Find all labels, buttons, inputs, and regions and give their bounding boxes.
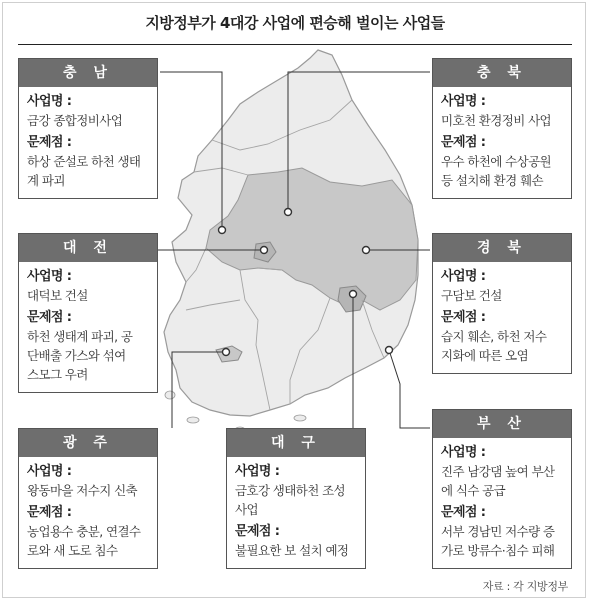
card-chungnam bbox=[18, 58, 158, 199]
problem-label: 문제점 : bbox=[27, 135, 72, 150]
problem-label: 문제점 : bbox=[27, 505, 72, 520]
problem-text: 농업용수 충분, 연결수 로와 새 도로 침수 bbox=[27, 524, 141, 558]
card-title: 광 주 bbox=[19, 429, 157, 457]
problem-label: 문제점 : bbox=[235, 524, 280, 539]
card-daegu bbox=[226, 428, 366, 569]
marker-daegu bbox=[350, 291, 357, 298]
card-chungbuk bbox=[432, 58, 572, 199]
project-label: 사업명 : bbox=[441, 94, 486, 109]
marker-gwangju bbox=[223, 349, 230, 356]
card-daejeon bbox=[18, 233, 158, 393]
marker-gyeongbuk bbox=[363, 247, 370, 254]
project-label: 사업명 : bbox=[27, 269, 72, 284]
marker-busan bbox=[386, 347, 393, 354]
project-label: 사업명 : bbox=[441, 269, 486, 284]
project-text: 미호천 환경정비 사업 bbox=[441, 113, 552, 128]
problem-text: 우수 하천에 수상공원 등 설치해 환경 훼손 bbox=[441, 154, 552, 188]
project-label: 사업명 : bbox=[441, 445, 486, 460]
card-title: 충 북 bbox=[433, 59, 571, 87]
problem-label: 문제점 : bbox=[441, 135, 486, 150]
card-gwangju bbox=[18, 428, 158, 569]
card-gyeongbuk bbox=[432, 233, 572, 374]
card-title: 부 산 bbox=[433, 410, 571, 438]
marker-daejeon bbox=[261, 247, 268, 254]
card-title: 충 남 bbox=[19, 59, 157, 87]
project-text: 진주 남강댐 높여 부산 에 식수 공급 bbox=[441, 464, 555, 498]
problem-text: 서부 경남민 저수량 증 가로 방류수·침수 피해 bbox=[441, 524, 555, 558]
leader-busan bbox=[389, 350, 430, 428]
card-title: 대 구 bbox=[227, 429, 365, 457]
project-text: 금강 종합정비사업 bbox=[27, 113, 123, 128]
problem-text: 하천 생태계 파괴, 공 단배출 가스와 섞여 스모그 우려 bbox=[27, 329, 133, 382]
problem-text: 불필요한 보 설치 예정 bbox=[235, 543, 349, 558]
project-text: 대덕보 건설 bbox=[27, 288, 88, 303]
marker-chungnam bbox=[219, 227, 226, 234]
project-text: 왕동마을 저수지 신축 bbox=[27, 483, 138, 498]
card-busan bbox=[432, 409, 572, 569]
problem-text: 습지 훼손, 하천 저수 지화에 따른 오염 bbox=[441, 329, 547, 363]
figure-title: 지방정부가 4대강 사업에 편승해 벌이는 사업들 bbox=[145, 14, 445, 32]
project-text: 금호강 생태하천 조성 사업 bbox=[235, 483, 346, 517]
problem-text: 하상 준설로 하천 생태 계 파괴 bbox=[27, 154, 141, 188]
card-title: 경 북 bbox=[433, 234, 571, 262]
card-title: 대 전 bbox=[19, 234, 157, 262]
project-label: 사업명 : bbox=[235, 464, 280, 479]
problem-label: 문제점 : bbox=[441, 310, 486, 325]
marker-chungbuk bbox=[285, 209, 292, 216]
problem-label: 문제점 : bbox=[27, 310, 72, 325]
project-label: 사업명 : bbox=[27, 464, 72, 479]
source-note: 자료 : 각 지방정부 bbox=[482, 580, 568, 593]
project-text: 구담보 건설 bbox=[441, 288, 502, 303]
problem-label: 문제점 : bbox=[441, 505, 486, 520]
project-label: 사업명 : bbox=[27, 94, 72, 109]
